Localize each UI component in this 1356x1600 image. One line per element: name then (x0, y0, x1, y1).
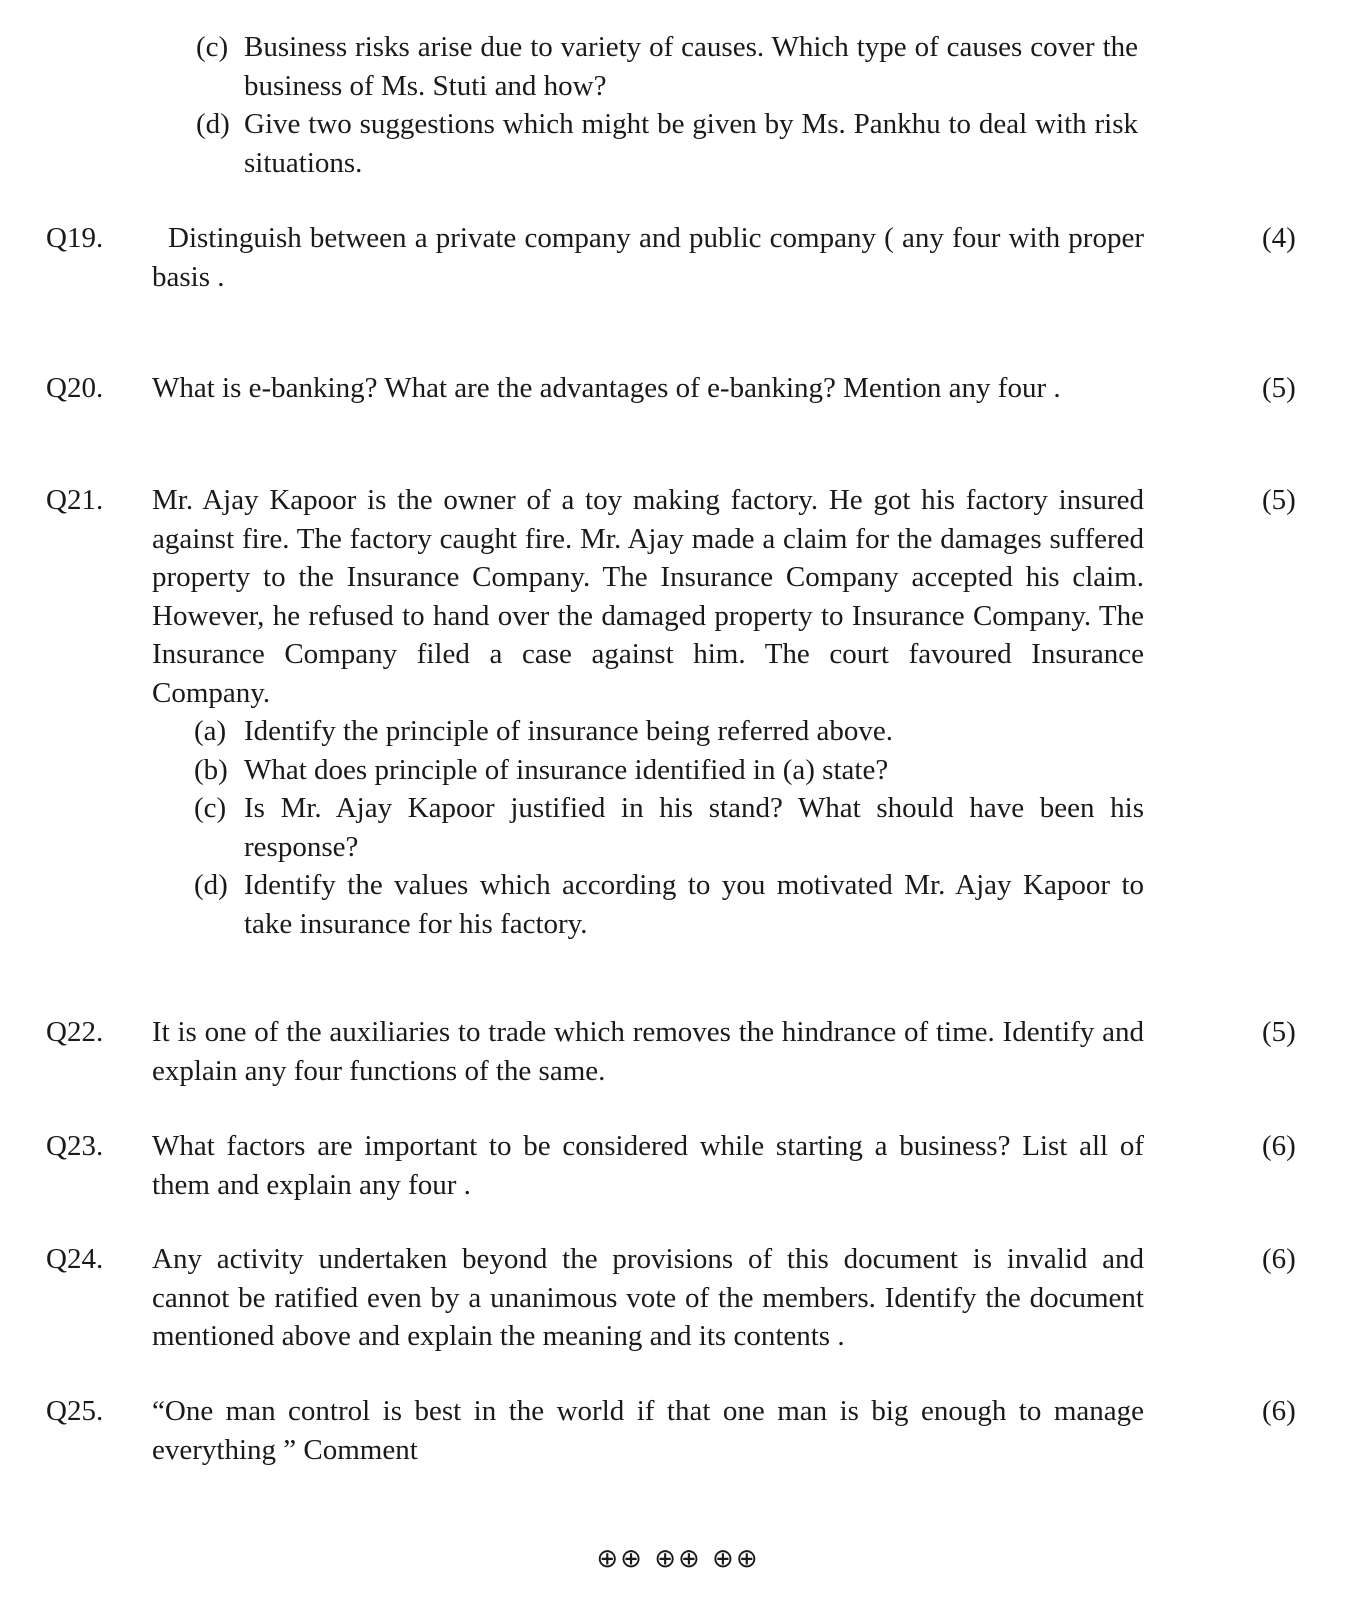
part-text: What does principle of insurance identified in (a) state? (244, 753, 889, 786)
question-text: Any activity undertaken beyond the provisions of this document is invalid and cannot be ratified even by a unanimous vote of the members. Identify the document mentioned above and explain the meaning and its contents . (152, 1243, 1144, 1352)
part-a (194, 712, 1144, 751)
question-text: Mr. Ajay Kapoor is the owner of a toy making factory. He got his factory insured against fire. The factory caught fire. Mr. Ajay made a claim for the damages suffered property to the Insurance Company. The Insurance Company accepted his claim. However, he refused to hand over the damaged property to Insurance Company. The Insurance Company filed a case against him. The court favoured Insurance Company. (152, 484, 1144, 709)
question-marks: (6) (1262, 1130, 1296, 1162)
question-number: Q19. (46, 222, 104, 254)
part-text: Give two suggestions which might be given by Ms. Pankhu to deal with risk situations. (244, 108, 1138, 179)
question-text: “One man control is best in the world if that one man is big enough to manage everything ” Comment (152, 1395, 1144, 1466)
part-label: (c) (196, 31, 229, 63)
question-number: Q20. (46, 372, 104, 404)
part-d (196, 105, 1138, 182)
question-text: What factors are important to be considered while starting a business? List all of them and explain any four . (152, 1130, 1144, 1201)
part-label: (a) (194, 715, 227, 747)
end-of-paper-ornament: ⊕⊕ ⊕⊕ ⊕⊕ (596, 1544, 760, 1574)
sub-parts (152, 712, 1144, 943)
part-b (194, 751, 1144, 790)
question-marks: (6) (1262, 1243, 1296, 1275)
question-text: It is one of the auxiliaries to trade which removes the hindrance of time. Identify and explain any four functions of the same. (152, 1016, 1144, 1087)
question-marks: (6) (1262, 1395, 1296, 1427)
question-text: What is e-banking? What are the advantages of e-banking? Mention any four . (152, 372, 1061, 404)
part-label: (d) (196, 108, 230, 140)
question-number: Q25. (46, 1395, 104, 1427)
question-number: Q22. (46, 1016, 104, 1048)
part-text: Identify the principle of insurance being referred above. (244, 715, 893, 747)
part-text: Is Mr. Ajay Kapoor justified in his stand? What should have been his response? (244, 792, 1144, 863)
question-number: Q21. (46, 484, 104, 516)
question-text: Distinguish between a private company and public company ( any four with proper basis . (152, 222, 1144, 293)
question-number: Q23. (46, 1130, 104, 1162)
question-body (152, 481, 1144, 943)
question-marks: (4) (1262, 222, 1296, 254)
part-label: (d) (194, 869, 228, 901)
question-number: Q24. (46, 1243, 104, 1275)
part-d (194, 866, 1144, 943)
part-text: Business risks arise due to variety of causes. Which type of causes cover the business of Ms. Stuti and how? (244, 31, 1138, 102)
question-marks: (5) (1262, 372, 1296, 404)
part-label: (c) (194, 792, 227, 824)
question-marks: (5) (1262, 484, 1296, 516)
part-text: Identify the values which according to you motivated Mr. Ajay Kapoor to take insurance for his factory. (244, 869, 1144, 940)
part-c (196, 28, 1138, 105)
part-label: (b) (194, 753, 228, 786)
question-marks: (5) (1262, 1016, 1296, 1048)
part-c (194, 789, 1144, 866)
